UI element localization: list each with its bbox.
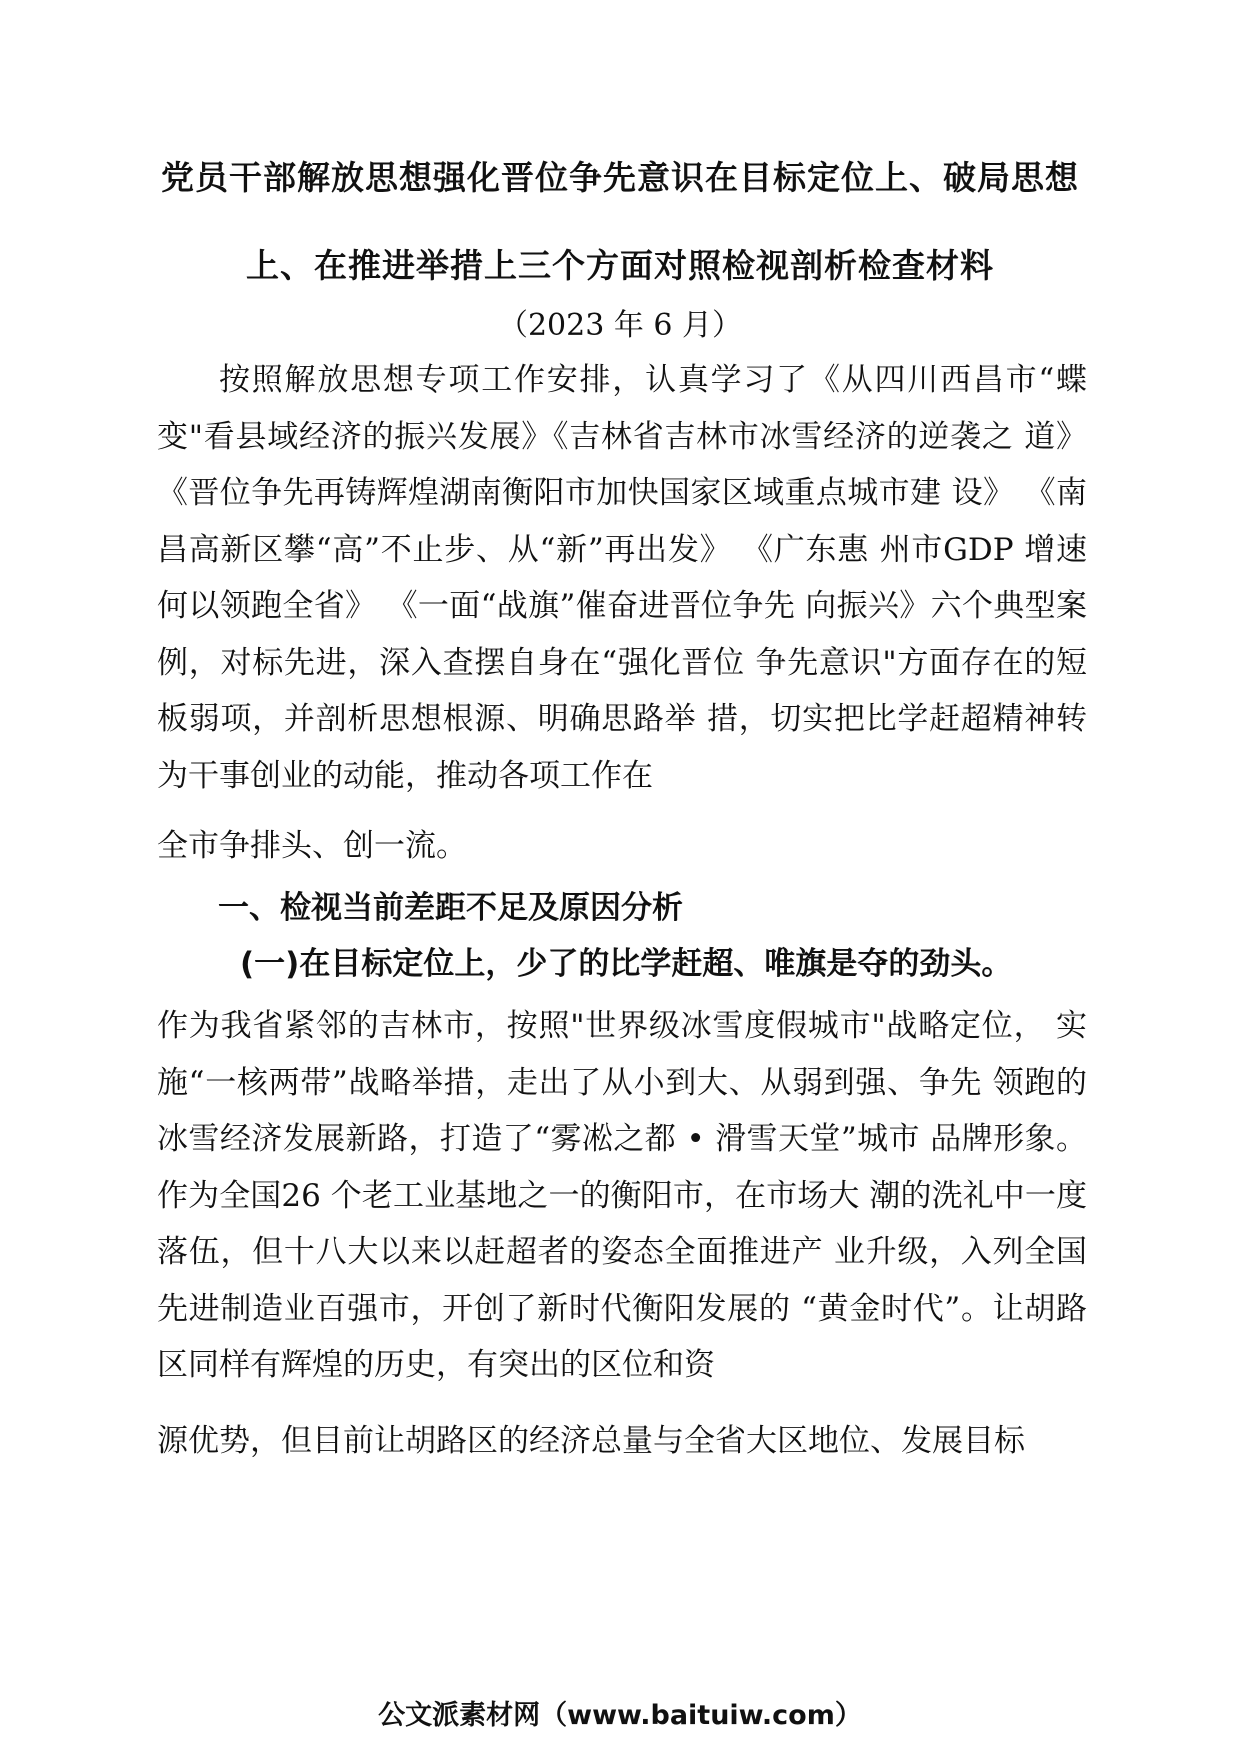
document-title-line2: 上、在推进举措上三个方面对照检视剖析检查材料 <box>246 246 994 285</box>
intro-paragraph-tail: 全市争排头、创一流。 <box>157 828 467 864</box>
document-title-line1: 党员干部解放思想强化晋位争先意识在目标定位上、破局思想 <box>161 158 1079 197</box>
body-paragraph: 作为我省紧邻的吉林市，按照"世界级冰雪度假城市"战略定位， 实施“一核两带”战略举措，走出了从小到大、从弱到强、争先 领跑的冰雪经济发展新路，打造了“雾凇之都 • 滑雪天堂”城市 品牌形象。作为全国26 个老工业基地之一的衡阳市，在市场大 潮的洗礼中一度落伍，但十八大以来以赶超者的姿态全面推进产 业升级，入列全国先进制造业百强市，开创了新时代衡阳发展的 “黄金时代”。让胡路区同样有辉煌的历史，有突出的区位和资 <box>157 1008 1087 1383</box>
intro-paragraph: 按照解放思想专项工作安排，认真学习了《从四川西昌市“蝶 变"看县域经济的振兴发展》《吉林省吉林市冰雪经济的逆袭之 道》《晋位争先再铸辉煌湖南衡阳市加快国家区域重点城市建 设》 《南昌高新区攀“高”不止步、从“新”再出发》 《广东惠 州市GDP 增速何以领跑全省》 《一面“战旗”催奋进晋位争先 向振兴》六个典型案例，对标先进，深入查摆自身在“强化晋位 争先意识"方面存在的短板弱项，并剖析思想根源、明确思路举 措，切实把比学赶超精神转为干事创业的动能，推动各项工作在 <box>157 362 1087 794</box>
document-date: （2023 年 6 月） <box>497 308 743 343</box>
section-heading: 一、检视当前差距不足及原因分析 <box>218 890 683 926</box>
footer-watermark: 公文派素材网（www.baituiw.com） <box>378 1700 862 1731</box>
subsection-heading: (一)在目标定位上，少了的比学赶超、唯旗是夺的劲头。 <box>240 946 1013 982</box>
body-paragraph-tail: 源优势，但目前让胡路区的经济总量与全省大区地位、发展目标 <box>157 1423 1025 1459</box>
